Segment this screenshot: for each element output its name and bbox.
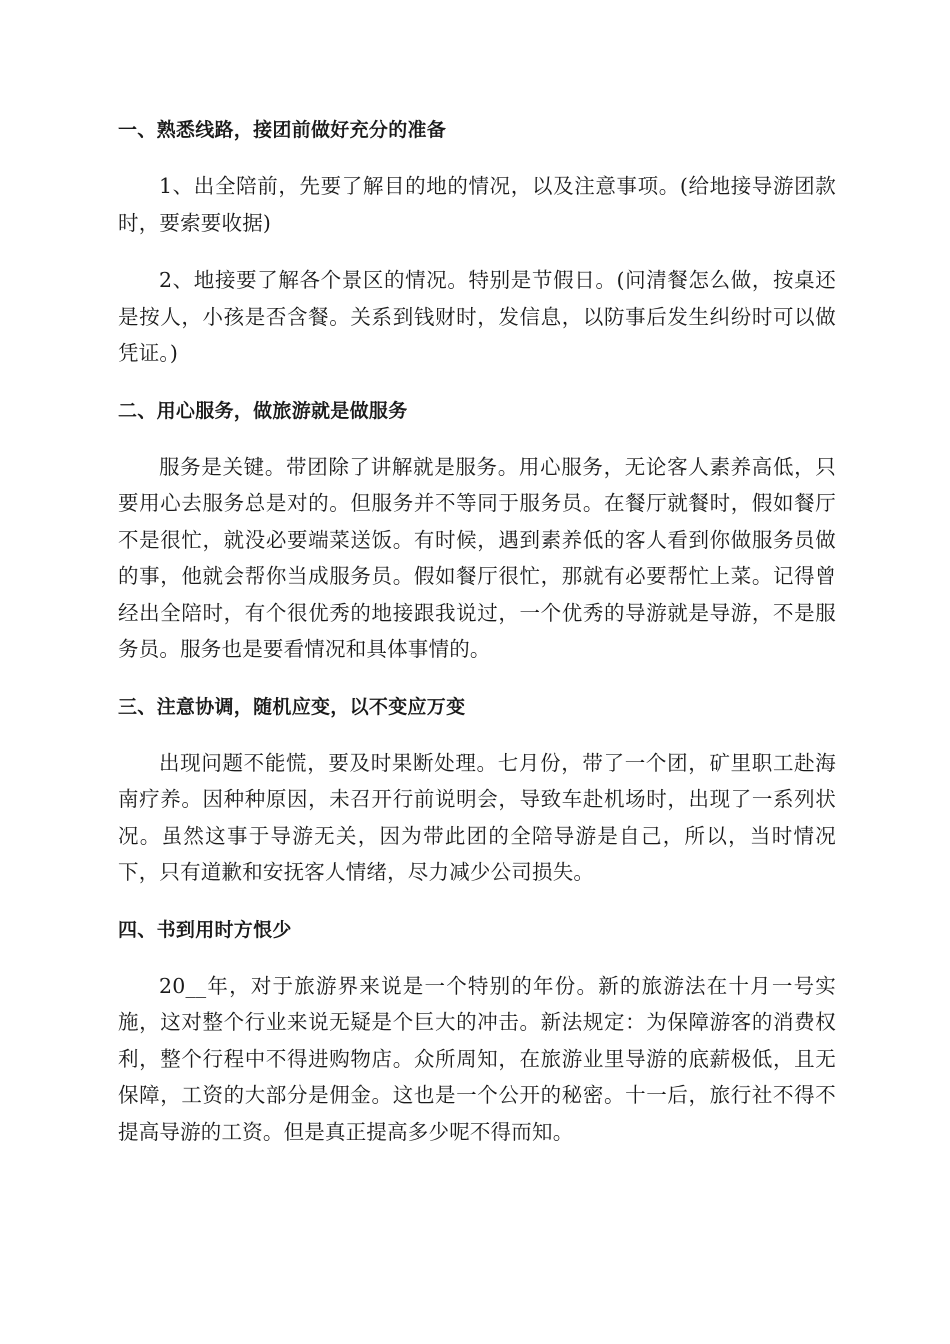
section-heading-3: 三、注意协调，随机应变，以不变应万变 bbox=[118, 695, 466, 718]
section-heading-4: 四、书到用时方恨少 bbox=[118, 918, 292, 941]
section-3-paragraph-1: 出现问题不能慌，要及时果断处理。七月份，带了一个团，矿里职工赴海南疗养。因种种原因，未召开行前说明会，导致车赴机场时，出现了一系列状况。虽然这事于导游无关，因为带此团的全陪导游是自己，所以，当时情况下，只有道歉和安抚客人情绪，尽力减少公司损失。 bbox=[118, 750, 836, 884]
section-heading-2: 二、用心服务，做旅游就是做服务 bbox=[118, 399, 408, 422]
section-2-paragraph-1: 服务是关键。带团除了讲解就是服务。用心服务，无论客人素养高低，只要用心去服务总是对的。但服务并不等同于服务员。在餐厅就餐时，假如餐厅不是很忙，就没必要端菜送饭。有时候，遇到素养低的客人看到你做服务员做的事，他就会帮你当成服务员。假如餐厅很忙，那就有必要帮忙上菜。记得曾经出全陪时，有个很优秀的地接跟我说过，一个优秀的导游就是导游，不是服务员。服务也是要看情况和具体事情的。 bbox=[118, 454, 836, 661]
section-1-paragraph-2: 2、地接要了解各个景区的情况。特别是节假日。(问清餐怎么做，按桌还是按人，小孩是否含餐。关系到钱财时，发信息，以防事后发生纠纷时可以做凭证。) bbox=[118, 268, 836, 365]
section-1-paragraph-1: 1、出全陪前，先要了解目的地的情况，以及注意事项。(给地接导游团款时，要索要收据) bbox=[118, 174, 836, 235]
section-heading-1: 一、熟悉线路，接团前做好充分的准备 bbox=[118, 119, 447, 141]
document-body bbox=[118, 112, 836, 1171]
section-4-paragraph-1: 20__年，对于旅游界来说是一个特别的年份。新的旅游法在十月一号实施，这对整个行业来说无疑是个巨大的冲击。新法规定：为保障游客的消费权利，整个行程中不得进购物店。众所周知，在旅游业里导游的底薪极低，且无保障，工资的大部分是佣金。这也是一个公开的秘密。十一后，旅行社不得不提高导游的工资。但是真正提高多少呢不得而知。 bbox=[118, 973, 836, 1144]
